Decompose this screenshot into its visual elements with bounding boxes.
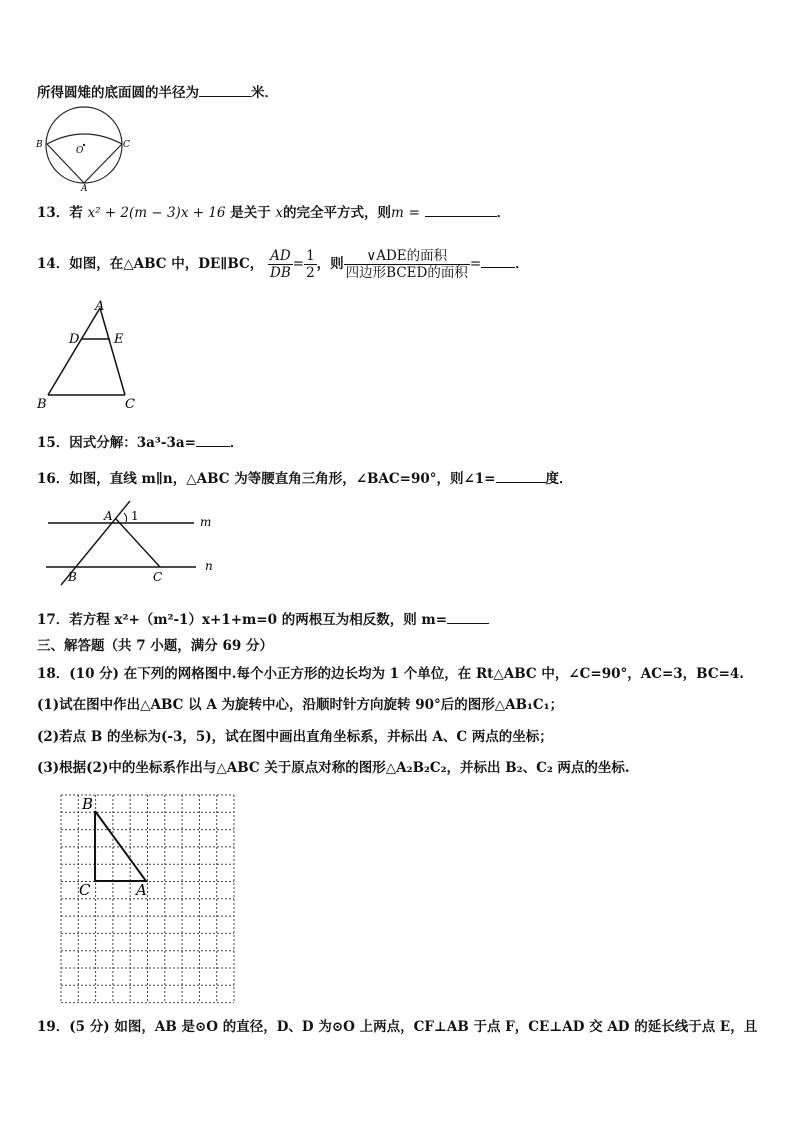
q13-line — [37, 202, 510, 222]
q13-tail-text: 的完全平方式，则 — [283, 205, 392, 221]
fig16-label-c: C — [153, 570, 163, 584]
q14-then-text: ，则 — [316, 256, 344, 272]
fig14-side-ab — [48, 308, 100, 395]
q14-f3-denominator: 四边形BCED的面积 — [345, 265, 468, 281]
q14-answer-blank — [481, 253, 515, 268]
fig16-angle-arc — [124, 513, 127, 522]
fig12-label-a: A — [81, 184, 88, 192]
q13-number: 13．若 — [37, 205, 83, 221]
figure-12-circle — [36, 106, 136, 192]
q19-line: 19．(5 分) 如图，AB 是⊙O 的直径，D、D 为⊙O 上两点，CF⊥AB 于点 F，CE⊥AD 交 AD 的延长线于点 E，且 — [37, 1019, 758, 1035]
q18-part-1: (1)试在图中作出△ABC 以 A 为旋转中心，沿顺时针方向旋转 90°后的图形△AB₁C₁； — [37, 697, 564, 713]
fig16-label-m: m — [200, 515, 212, 529]
fig18-label-a: A — [136, 881, 147, 899]
q14-fraction-area — [344, 248, 470, 281]
fig14-label-a: A — [95, 299, 105, 314]
q18-part-2: (2)若点 B 的坐标为(-3，5)，试在图中画出直角坐标系，并标出 A、C 两点的坐标； — [37, 729, 553, 745]
fig16-label-b: B — [68, 570, 77, 584]
fig14-label-b: B — [37, 397, 47, 412]
q12-tail-line — [37, 82, 278, 102]
q15-answer-blank — [196, 432, 230, 447]
q13-mid-text: 是关于 — [230, 205, 271, 221]
q18-part-3: (3)根据(2)中的坐标系作出与△ABC 关于原点对称的图形△A₂B₂C₂，并标出 B₂、C₂ 两点的坐标. — [37, 760, 630, 776]
fig18-label-b: B — [82, 795, 94, 813]
section-3-title: 三、解答题（共 7 小题，满分 69 分） — [37, 638, 273, 654]
fig12-label-b: B — [36, 140, 43, 150]
q13-expression: x² + 2(m − 3)x + 16 — [87, 205, 226, 221]
figure-16-parallel-lines — [40, 497, 220, 589]
q13-answer-blank — [425, 202, 497, 217]
fig14-label-d: D — [69, 332, 80, 347]
q17-line — [37, 609, 489, 629]
q16-end: 度． — [545, 471, 573, 487]
q16-text: 16．如图，直线 m∥n，△ABC 为等腰直角三角形，∠BAC=90°，则∠1= — [37, 471, 496, 487]
fig12-label-o: O — [76, 146, 84, 156]
q16-answer-blank — [496, 468, 546, 483]
figure-14-triangle — [34, 298, 144, 412]
fig14-label-e: E — [114, 332, 124, 347]
q15-line — [37, 432, 243, 452]
q14-f2-numerator: 1 — [306, 248, 315, 264]
fig12-line-ca — [84, 144, 122, 183]
q15-end: ． — [229, 435, 244, 451]
fig16-line-ac — [116, 519, 160, 567]
q12-tail-text: 所得圆雉的底面圆的半径为 — [37, 85, 199, 101]
fig16-label-a: A — [104, 509, 113, 523]
q17-text: 17．若方程 x²+（m²-1）x+1+m=0 的两根互为相反数，则 m= — [37, 612, 448, 628]
q13-equals: = — [408, 205, 420, 221]
q17-answer-blank — [447, 609, 489, 624]
q14-fraction-half — [304, 248, 317, 281]
q14-fraction-ad-db — [268, 248, 293, 281]
q14-line — [37, 246, 529, 282]
q13-end: ． — [496, 205, 511, 221]
q14-f1-numerator: AD — [268, 248, 293, 265]
q14-f2-denominator: 2 — [306, 265, 315, 281]
fig16-label-1: 1 — [131, 509, 139, 523]
q14-f3-numerator: ∨ADE的面积 — [344, 248, 470, 265]
q14-equals-1: = — [292, 256, 305, 272]
q14-equals-2: = — [469, 256, 482, 272]
fig16-label-n: n — [205, 559, 213, 573]
q13-m: m — [391, 205, 404, 221]
fig14-label-c: C — [125, 397, 135, 412]
fig12-arc — [47, 134, 122, 144]
figure-18-grid — [57, 791, 239, 1005]
q12-unit: 米． — [251, 85, 278, 101]
q16-line — [37, 468, 573, 488]
fig18-label-c: C — [79, 881, 91, 899]
q13-variable: x — [275, 205, 284, 221]
fig18-triangle-abc — [95, 811, 146, 881]
q12-answer-blank — [199, 82, 251, 97]
fig12-label-c: C — [123, 140, 130, 150]
q14-lead-text: 14．如图，在△ABC 中，DE∥BC， — [37, 256, 264, 272]
q15-text: 15．因式分解：3a³-3a= — [37, 435, 196, 451]
q14-end: ． — [515, 256, 529, 272]
fig14-side-ac — [100, 308, 125, 395]
q14-f1-denominator: DB — [270, 265, 291, 281]
q18-stem: 18．(10 分) 在下列的网格图中.每个小正方形的边长均为 1 个单位，在 Rt△ABC 中，∠C=90°，AC=3，BC=4. — [37, 666, 744, 682]
